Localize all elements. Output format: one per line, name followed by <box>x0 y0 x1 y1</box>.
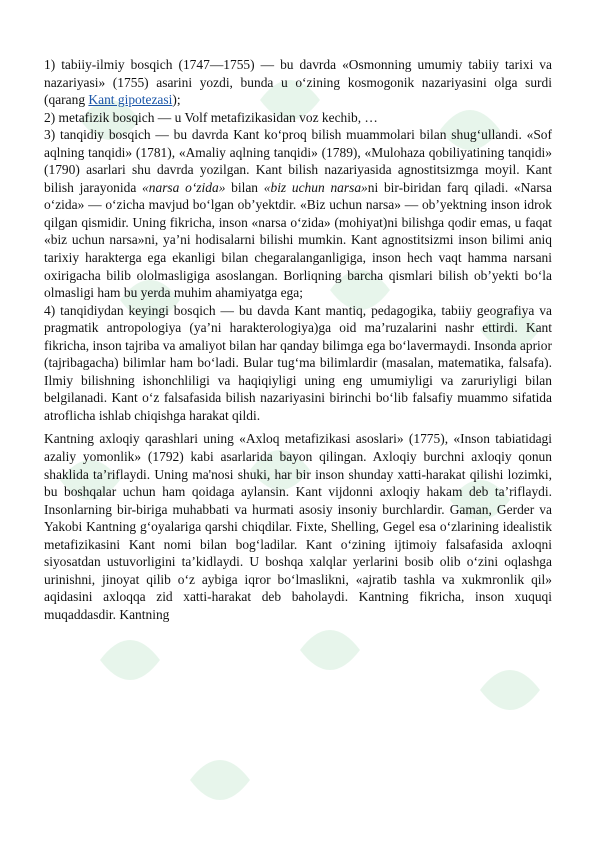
text-segment: ); <box>172 92 181 108</box>
paragraph-p5 <box>44 430 552 623</box>
paragraph-p2 <box>44 109 552 127</box>
paragraph-p1 <box>44 56 552 109</box>
text-segment: ni bir-biridan farq qiladi. «Narsa o‘zida» — o‘zicha mavjud bo‘lgan ob’yektdir. «Biz uchun narsa» — ob’yektning inson idrok qilgan qismidir. Uning fikricha, inson «narsa o‘zida» (mohiyat)ni bilishga qodir emas, u faqat «biz uchun narsa»ni, ya’ni hodisalarni bilishi mumkin. Kant agnostitsizmi inson bilimi aniq tarixiy harakterga ega ekanligi bilan chegaralanganligiga, inson hech vaqt hamma narsani oxirigacha bilib ololmasligiga asoslangan. Borliqning barcha qismlari bilish ob’yekti bo‘la olmasligi ham bu yerda muhim ahamiyatga ega; <box>44 179 552 301</box>
paragraph-p3 <box>44 126 552 301</box>
text-segment: bilan <box>225 179 264 195</box>
italic-term: «narsa o‘zida» <box>142 179 226 195</box>
document-body <box>44 56 552 624</box>
text-segment: 4) tanqidiydan keyingi bosqich — bu davda Kant mantiq, pedagogika, tabiiy geografiya va pragmatik antropologiya (ya’ni harakterologiya)ga oid ma’ruzalarini nashr ettirdi. Kant fikricha, inson tajriba va amaliyot bilan har qanday bilimga ega bo‘lavermaydi. Insonda aprior (tajribagacha) bilimlar ham bo‘ladi. Bular tug‘ma bilimlardir (masalan, matematika, falsafa). Ilmiy bilishning ishonchliligi va haqiqiyligi uning eng umumiyligi va zaruriyligi bilan belgilanadi. Kant o‘z falsafasida bilish nazariyasini birinchi bo‘lib falsafiy muammo sifatida atroflicha ishlab chiqishga harakat qildi. <box>44 302 552 423</box>
text-segment: Kantning axloqiy qarashlari uning «Axloq metafizikasi asoslari» (1775), «Inson tabiatidagi azaliy yomonlik» (1792) kabi asarlarida bayon qilingan. Axloqiy burchni axloqiy qonun shaklida ta’riflaydi. Uning ma'nosi shuki, har bir inson shunday xatti-harakat qilishi lozimki, bu boshqalar uchun ham qoidaga aylansin. Kant vijdonni axloqiy hakam deb ta’riflaydi. Insonlarning bir-biriga muhabbati va hurmati asosiy insoniy burchlardir. Gaman, Gerder va Yakobi Kantning g‘oyalariga qarshi chiqdilar. Fixte, Shelling, Gegel esa o‘zlarining idealistik metafizikasini Kant nomi bilan bog‘ladilar. Kant o‘zining ijtimoiy falsafasida axloqni siyosatdan ustuvorligini ta’kidlaydi. U boshqa xalqlar yerlarini bosib olib o‘zini oqlashga urinishni, jinoyat qilib o‘z aybiga iqror bo‘lmaslikni, «ajratib tashla va xukmronlik qil» aqidasini axloqqa zid xatti-harakat deb baholaydi. Kantning fikricha, inson xuquqi muqaddasdir. Kantning <box>44 431 552 622</box>
text-segment: 1) tabiiy-ilmiy bosqich (1747—1755) — bu davrda «Osmonning umumiy tabiiy tarixi va nazariyasi» (1755) asarini yozdi, bunda u o‘zining kosmogonik nazariyasini olga surdi (qarang <box>44 57 552 108</box>
text-segment: 3) tanqidiy bosqich — bu davrda Kant ko‘proq bilish muammolari bilan shug‘ullandi. «Sof aqlning tanqidi» (1781), «Amaliy aqlning tanqidi» (1789), «Mulohaza qobiliyatining tanqidi» (1790) asarlari shu davrda yozilgan. Kant bilish nazariyasida agnostitsizmga moyil. Kant bilish jarayonida <box>44 127 552 195</box>
text-segment: 2) metafizik bosqich — u Volf metafizikasidan voz kechib, … <box>44 109 378 125</box>
italic-term: «biz uchun narsa» <box>263 179 368 195</box>
paragraph-p4 <box>44 302 552 425</box>
kant-hypothesis-link[interactable]: Kant gipotezasi <box>88 92 173 108</box>
